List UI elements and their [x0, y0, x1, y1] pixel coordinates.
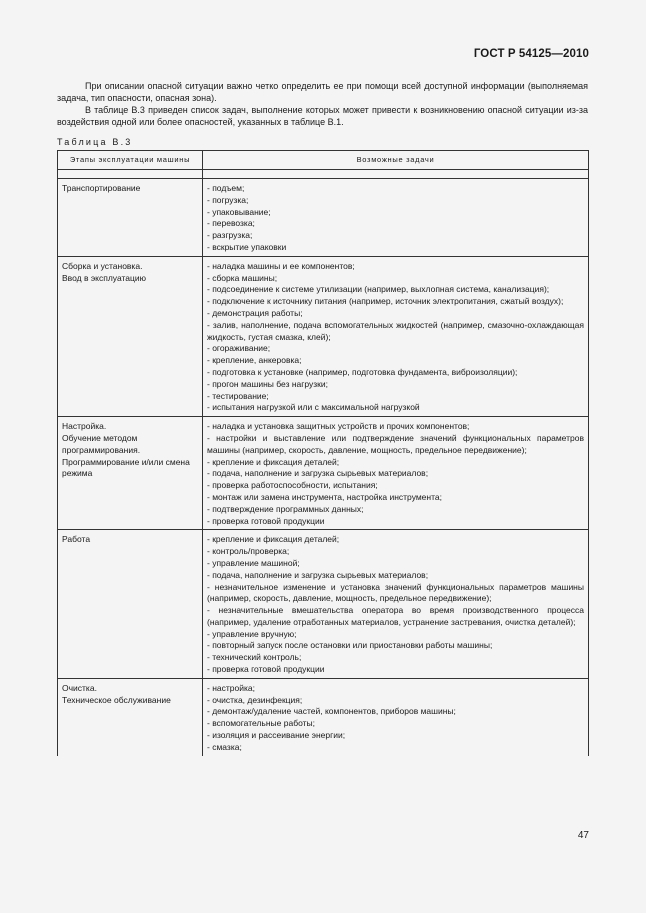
- task-item: - проверка работоспособности, испытания;: [207, 480, 378, 491]
- standard-number: ГОСТ Р 54125—2010: [473, 48, 589, 60]
- stage-label: Работа: [62, 534, 91, 545]
- task-list: [207, 421, 584, 527]
- column-header-stages: Этапы эксплуатации машины: [58, 151, 203, 170]
- task-item: - настройки и выставление или подтверждение значений функциональных параметров машины (например, скорость, давление, мощность, предельное передвижение);: [207, 432, 584, 455]
- stage-cell: [58, 417, 203, 530]
- task-list: [207, 534, 584, 676]
- task-item: - подтверждение программных данных;: [207, 503, 364, 514]
- intro-paragraph-1-text: При описании опасной ситуации важно четко определить ее при помощи всей доступной информации (выполняемая задача, тип опасности, опасная зона).: [57, 81, 588, 103]
- intro-paragraph-2-text: В таблице В.3 приведен список задач, выполнение которых может привести к возникновению опасной ситуации из-за воздействия одной или более опасностей, указанных в таблице В.1.: [57, 105, 588, 127]
- task-item: - повторный запуск после остановки или приостановки работы машины;: [207, 640, 493, 651]
- task-item: - подъем;: [207, 183, 245, 193]
- task-list: [207, 683, 584, 754]
- task-item: - проверка готовой продукции: [207, 664, 325, 675]
- task-item: - огораживание;: [207, 343, 271, 354]
- task-item: - упаковывание;: [207, 206, 271, 217]
- stage-label: Ввод в эксплуатацию: [62, 272, 147, 283]
- task-list: [207, 261, 584, 414]
- task-list: [207, 183, 584, 254]
- task-item: - смазка;: [207, 741, 242, 752]
- stage-label: Очистка.: [62, 682, 97, 693]
- stage-cell: [58, 678, 203, 755]
- task-item: - крепление, анкеровка;: [207, 355, 302, 366]
- task-item: - залив, наполнение, подача вспомогательных жидкостей (например, смазочно-охлаждающая жидкость, густая смазка, клей);: [207, 319, 584, 342]
- table-spacer-row: [58, 170, 589, 179]
- task-item: - перевозка;: [207, 218, 255, 229]
- stage-cell: [58, 256, 203, 416]
- task-item: - управление машиной;: [207, 557, 300, 568]
- page-number: 47: [577, 830, 589, 841]
- task-item: - настройка;: [207, 682, 255, 693]
- tasks-cell: [203, 179, 589, 257]
- spacer-cell: [58, 170, 203, 179]
- intro-paragraph-1: [57, 80, 588, 104]
- tasks-cell: [203, 678, 589, 755]
- task-item: - подсоединение к системе утилизации (например, выхлопная система, канализация);: [207, 284, 550, 295]
- task-item: - наладка и установка защитных устройств и прочих компонентов;: [207, 421, 470, 432]
- tasks-cell: [203, 256, 589, 416]
- table-row: [58, 678, 589, 755]
- stage-label: Техническое обслуживание: [62, 694, 171, 705]
- intro-paragraph-2: [57, 104, 588, 128]
- task-item: - вспомогательные работы;: [207, 718, 315, 729]
- stage-label: Обучение методом программирования.: [62, 432, 141, 455]
- task-item: - подключение к источнику питания (например, источник электропитания, сжатый воздух);: [207, 296, 564, 307]
- task-item: - монтаж или замена инструмента, настройка инструмента;: [207, 491, 442, 502]
- table-caption: Таблица В.3: [57, 137, 133, 147]
- stage-cell: [58, 179, 203, 257]
- stage-label: Программирование и/или смена режима: [62, 456, 190, 479]
- table-row: [58, 530, 589, 679]
- stage-label: Настройка.: [62, 421, 107, 432]
- column-header-tasks: Возможные задачи: [203, 151, 589, 170]
- task-item: - крепление и фиксация деталей;: [207, 534, 340, 545]
- stage-cell: [58, 530, 203, 679]
- task-item: - демонстрация работы;: [207, 307, 303, 318]
- table-row: [58, 256, 589, 416]
- task-item: - подача, наполнение и загрузка сырьевых материалов;: [207, 569, 429, 580]
- task-item: - незначительные вмешательства оператора во время производственного процесса (например, удаление отработанных материалов, устранение застревания, очистка деталей);: [207, 605, 584, 627]
- task-item: - наладка машины и ее компонентов;: [207, 260, 355, 271]
- task-item: - вскрытие упаковки: [207, 241, 287, 252]
- task-item: - разгрузка;: [207, 230, 253, 241]
- task-item: - технический контроль;: [207, 652, 302, 663]
- task-item: - подготовка к установке (например, подготовка фундамента, виброизоляции);: [207, 366, 518, 377]
- table-row: [58, 179, 589, 257]
- tasks-table: [57, 150, 589, 756]
- stage-label: Транспортирование: [62, 183, 141, 193]
- task-item: - прогон машины без нагрузки;: [207, 378, 328, 389]
- task-item: - незначительное изменение и установка значений функциональных параметров машины (например, скорость, давление, мощность, предельное передвижение);: [207, 581, 584, 604]
- task-item: - контроль/проверка;: [207, 546, 290, 557]
- task-item: - погрузка;: [207, 194, 249, 205]
- task-item: - проверка готовой продукции: [207, 515, 325, 526]
- stage-label: Сборка и установка.: [62, 260, 143, 271]
- task-item: - изоляция и рассеивание энергии;: [207, 730, 346, 741]
- table-row: [58, 417, 589, 530]
- task-item: - управление вручную;: [207, 628, 297, 639]
- tasks-cell: [203, 417, 589, 530]
- table-header-row: [58, 151, 589, 170]
- task-item: - крепление и фиксация деталей;: [207, 456, 340, 467]
- task-item: - испытания нагрузкой или с максимальной нагрузкой: [207, 402, 420, 413]
- task-item: - демонтаж/удаление частей, компонентов, приборов машины;: [207, 706, 456, 717]
- task-item: - очистка, дезинфекция;: [207, 694, 303, 705]
- tasks-cell: [203, 530, 589, 679]
- spacer-cell: [203, 170, 589, 179]
- task-item: - подача, наполнение и загрузка сырьевых материалов;: [207, 468, 429, 479]
- task-item: - тестирование;: [207, 390, 269, 401]
- task-item: - сборка машины;: [207, 272, 278, 283]
